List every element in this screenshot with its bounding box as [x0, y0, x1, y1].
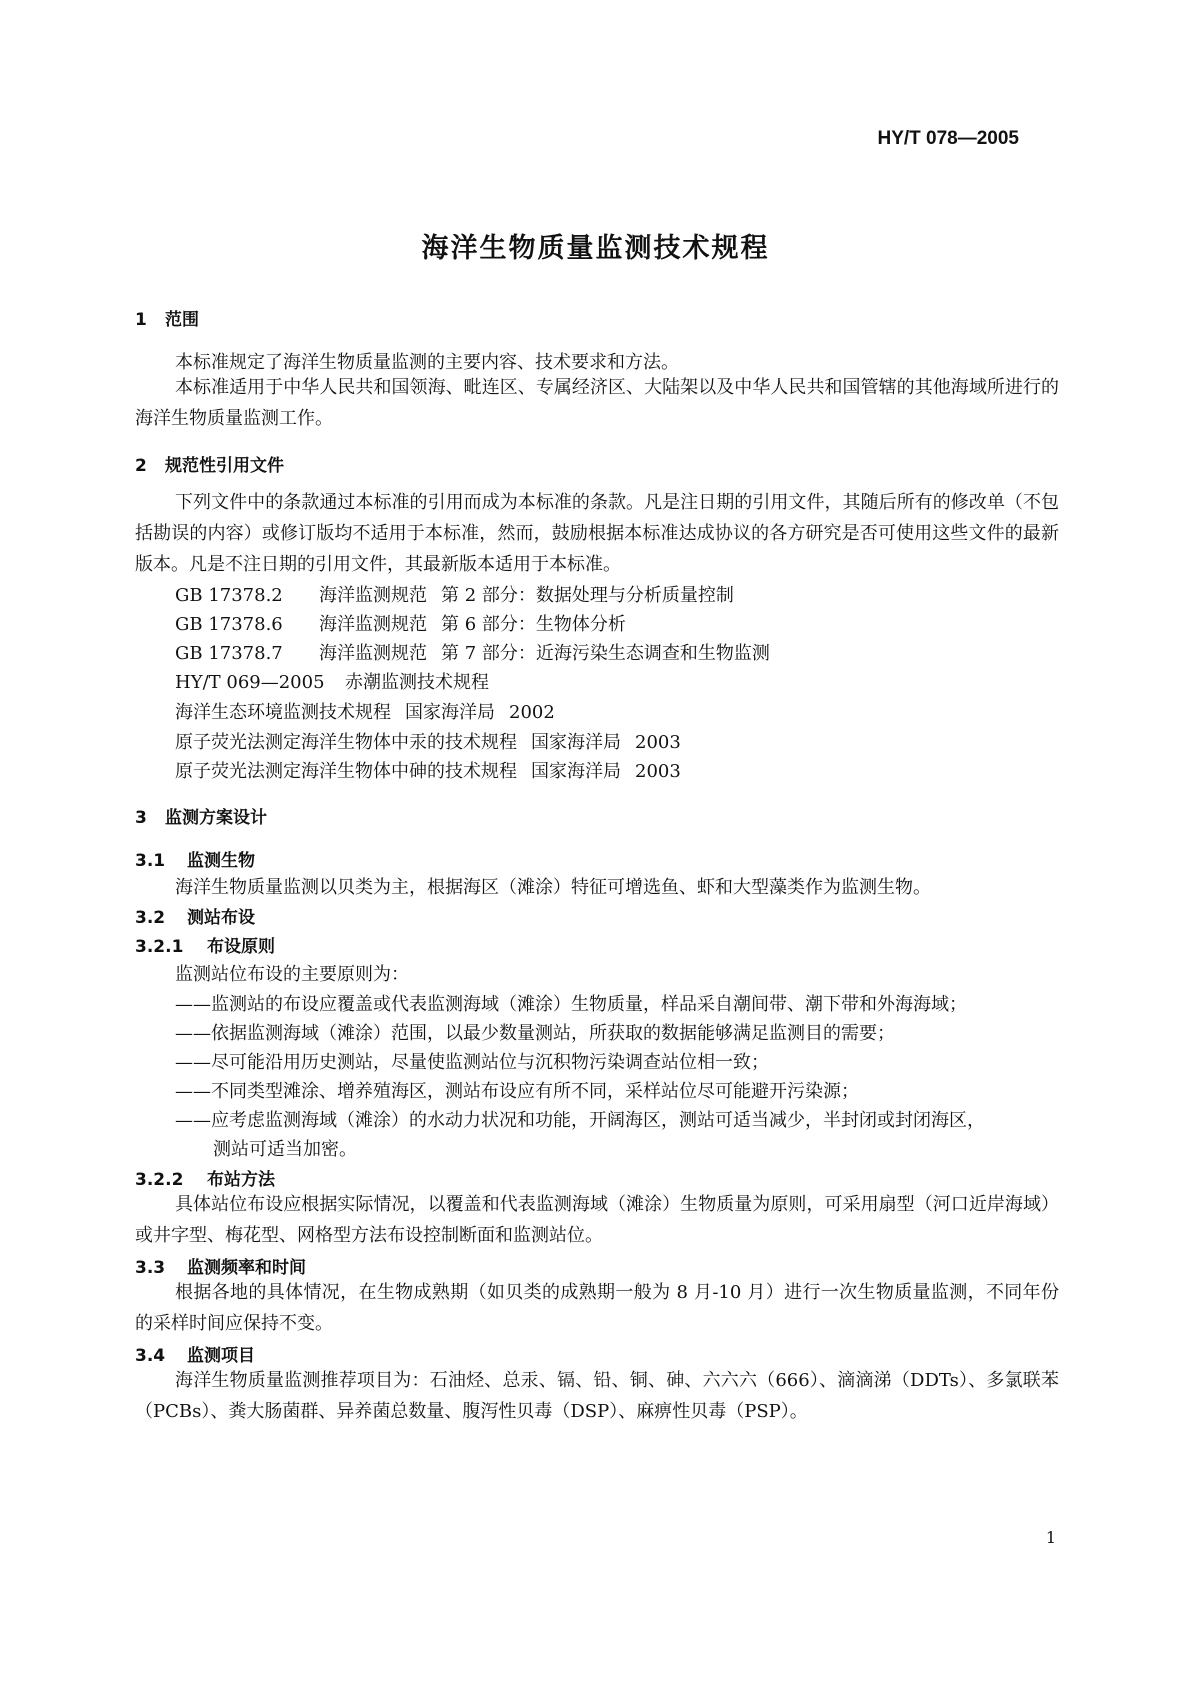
subsection-3-3-heading: [135, 1253, 306, 1278]
list-item: ——不同类型滩涂、增养殖海区，测站布设应有所不同，采样站位尽可能避开污染源；: [175, 1081, 859, 1102]
reference-org: 国家海洋局: [405, 702, 495, 723]
reference-year: 2003: [635, 732, 681, 753]
subsection-3-2-1-heading: [135, 932, 275, 957]
reference-code: GB 17378.2: [175, 585, 283, 606]
reference-name: 赤潮监测技术规程: [345, 672, 489, 693]
subsection-3-4-heading: [135, 1341, 255, 1366]
list-item: ——监测站的布设应覆盖或代表监测海域（滩涂）生物质量，样品采自潮间带、潮下带和外海海域；: [175, 994, 967, 1015]
reference-code: HY/T 069—2005: [175, 672, 325, 693]
reference-item: [175, 639, 770, 665]
list-item: ——应考虑监测海域（滩涂）的水动力状况和功能，开阔海区，测站可适当减少，半封闭或封闭海区，: [175, 1110, 985, 1131]
subsection-title: 布设原则: [207, 937, 275, 957]
subsection-number: 3.3: [135, 1258, 166, 1278]
section-2-intro: 下列文件中的条款通过本标准的引用而成为本标准的条款。凡是注日期的引用文件，其随后所有的修改单（不包括勘误的内容）或修订版均不适用于本标准，然而，鼓励根据本标准达成协议的各方研究是否可使用这些文件的最新版本。凡是不注日期的引用文件，其最新版本适用于本标准。: [135, 492, 1059, 575]
principles-intro: 监测站位布设的主要原则为：: [175, 964, 409, 985]
reference-item: [175, 668, 489, 694]
reference-item: [175, 698, 555, 724]
section-title: 范围: [165, 310, 199, 330]
subsection-number: 3.1: [135, 851, 166, 871]
subsection-3-2-2-heading: [135, 1165, 275, 1190]
reference-name: 海洋生态环境监测技术规程: [175, 702, 391, 723]
section-1-heading: [135, 305, 199, 330]
reference-year: 2003: [635, 761, 681, 782]
subsection-3-2-2-paragraph: 具体站位布设应根据实际情况，以覆盖和代表监测海域（滩涂）生物质量为原则，可采用扇型（河口近岸海域）或井字型、梅花型、网格型方法布设控制断面和监测站位。: [135, 1194, 1059, 1246]
subsection-title: 监测生物: [187, 851, 255, 871]
reference-name: 海洋监测规范: [319, 614, 427, 635]
reference-year: 2002: [509, 702, 555, 723]
reference-item: [175, 757, 681, 783]
reference-name: 原子荧光法测定海洋生物体中汞的技术规程: [175, 732, 517, 753]
subsection-title: 监测项目: [187, 1346, 255, 1366]
reference-item: [175, 610, 626, 636]
page-title: 海洋生物质量监测技术规程: [421, 233, 770, 264]
reference-item: [175, 581, 734, 607]
subsection-title: 测站布设: [187, 908, 255, 928]
reference-code: GB 17378.6: [175, 614, 283, 635]
list-item-continuation: 测站可适当加密。: [213, 1139, 357, 1160]
page-number: 1: [1045, 1528, 1056, 1547]
reference-item: [175, 728, 681, 754]
reference-org: 国家海洋局: [531, 732, 621, 753]
reference-code: GB 17378.7: [175, 643, 283, 664]
subsection-3-1-paragraph: 海洋生物质量监测以贝类为主，根据海区（滩涂）特征可增选鱼、虾和大型藻类作为监测生物。: [175, 877, 931, 898]
section-1-paragraph-2: 本标准适用于中华人民共和国领海、毗连区、专属经济区、大陆架以及中华人民共和国管辖的其他海域所进行的海洋生物质量监测工作。: [135, 377, 1059, 429]
subsection-3-4-paragraph: 海洋生物质量监测推荐项目为：石油烃、总汞、镉、铅、铜、砷、六六六（666）、滴滴涕（DDTs）、多氯联苯（PCBs）、粪大肠菌群、异养菌总数量、腹泻性贝毒（DSP）、麻痹性贝毒（PSP）。: [135, 1370, 1059, 1422]
section-title: 规范性引用文件: [165, 456, 284, 476]
subsection-number: 3.2: [135, 908, 166, 928]
subsection-title: 布站方法: [207, 1170, 275, 1190]
reference-name: 海洋监测规范: [319, 643, 427, 664]
reference-name: 海洋监测规范: [319, 585, 427, 606]
subsection-3-1-heading: [135, 846, 255, 871]
subsection-3-3-paragraph: 根据各地的具体情况，在生物成熟期（如贝类的成熟期一般为 8 月-10 月）进行一次生物质量监测，不同年份的采样时间应保持不变。: [135, 1282, 1059, 1334]
section-2-heading: [135, 451, 284, 476]
section-number: 1: [135, 310, 147, 330]
section-number: 2: [135, 456, 147, 476]
subsection-number: 3.2.1: [135, 937, 184, 957]
reference-part: 第 6 部分：生物体分析: [441, 614, 626, 635]
list-item: ——尽可能沿用历史测站，尽量使监测站位与沉积物污染调查站位相一致；: [175, 1052, 769, 1073]
subsection-number: 3.2.2: [135, 1170, 184, 1190]
section-title: 监测方案设计: [165, 808, 267, 828]
section-1-paragraph-1: 本标准规定了海洋生物质量监测的主要内容、技术要求和方法。: [175, 352, 679, 373]
reference-org: 国家海洋局: [531, 761, 621, 782]
section-number: 3: [135, 808, 147, 828]
reference-part: 第 2 部分：数据处理与分析质量控制: [441, 585, 734, 606]
list-item: ——依据监测海域（滩涂）范围，以最少数量测站，所获取的数据能够满足监测目的需要；: [175, 1023, 895, 1044]
document-number: HY/T 078—2005: [877, 128, 1019, 149]
reference-part: 第 7 部分：近海污染生态调查和生物监测: [441, 643, 770, 664]
reference-name: 原子荧光法测定海洋生物体中砷的技术规程: [175, 761, 517, 782]
subsection-title: 监测频率和时间: [187, 1258, 306, 1278]
subsection-3-2-heading: [135, 903, 255, 928]
subsection-number: 3.4: [135, 1346, 166, 1366]
section-3-heading: [135, 803, 267, 828]
